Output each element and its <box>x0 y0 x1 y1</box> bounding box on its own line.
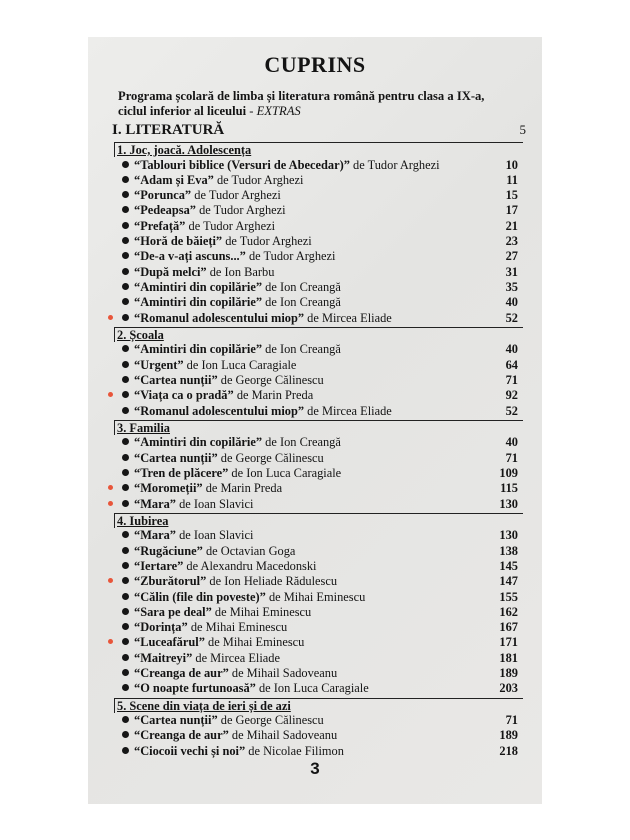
entry-page-number: 40 <box>505 435 518 450</box>
entry-page-number: 71 <box>505 450 518 465</box>
author-name: de Ion Creangă <box>265 295 341 310</box>
page-number: 3 <box>310 759 320 778</box>
work-title: “Rugăciune” <box>134 543 203 558</box>
work-title: “Amintiri din copilărie” <box>134 435 263 450</box>
work-title: “Adam și Eva” <box>134 172 214 187</box>
group-title: 2. Școala <box>117 327 164 342</box>
toc-entry <box>122 559 518 574</box>
entry-page-number: 92 <box>505 388 518 403</box>
toc-entry <box>122 481 518 496</box>
entry-page-number: 23 <box>505 234 518 248</box>
toc-entry <box>122 265 518 280</box>
entry-page-number: 52 <box>505 403 518 418</box>
author-name: de Tudor Arghezi <box>216 172 304 187</box>
author-name: de Tudor Arghezi <box>199 203 286 218</box>
work-title: “Creanga de aur” <box>134 666 229 680</box>
work-title: “Mara” <box>134 528 176 543</box>
author-name: de Alexandru Macedonski <box>186 558 317 573</box>
entry-page-number: 203 <box>499 681 518 696</box>
author-name: de Ion Luca Caragiale <box>231 465 342 480</box>
author-name: de Octavian Goga <box>205 543 296 558</box>
bullet-icon <box>122 484 129 491</box>
toc-entry <box>122 713 518 728</box>
work-title: “Luceafărul” <box>134 635 205 650</box>
work-title: “Cartea nunții” <box>134 372 218 387</box>
bullet-icon <box>122 237 129 244</box>
author-name: de Ion Creangă <box>265 342 341 357</box>
bullet-icon <box>122 391 129 398</box>
author-name: de Tudor Arghezi <box>225 234 312 248</box>
work-title: “Călin (file din poveste)” <box>134 589 266 604</box>
work-title: “Zburătorul” <box>134 574 207 589</box>
author-name: de Ion Luca Caragiale <box>186 357 297 372</box>
bullet-icon <box>122 669 129 676</box>
bullet-icon <box>122 161 129 168</box>
author-name: de Mihai Eminescu <box>190 620 288 635</box>
author-name: de Ion Barbu <box>209 264 275 279</box>
work-title: “Tablouri biblice (Versuri de Abecedar)” <box>134 157 350 172</box>
entry-page-number: 71 <box>505 372 518 387</box>
group-title: 5. Scene din viața de ieri și de azi <box>117 698 291 713</box>
toc-entry <box>122 234 518 249</box>
toc-entry <box>122 219 518 234</box>
entry-page-number: 115 <box>500 481 518 496</box>
toc-entry <box>122 373 518 388</box>
toc-entry <box>122 528 518 543</box>
group-title: 1. Joc, joacă. Adolescența <box>117 143 252 157</box>
entry-page-number: 52 <box>505 310 518 325</box>
toc-entry <box>122 435 518 450</box>
work-title: “De-a v-ați ascuns...” <box>134 249 246 264</box>
work-title: “Porunca” <box>134 188 192 203</box>
toc-entry <box>122 280 518 295</box>
bullet-icon <box>122 438 129 445</box>
toc-entry <box>122 404 518 419</box>
toc-entry <box>122 620 518 635</box>
work-title: “O noapte furtunoasă” <box>134 681 256 696</box>
entry-page-number: 35 <box>505 279 518 294</box>
toc-entry <box>122 173 518 188</box>
work-title: “Amintiri din copilărie” <box>134 295 263 310</box>
bullet-icon <box>122 469 129 476</box>
group-title: 4. Iubirea <box>117 513 169 528</box>
bullet-icon <box>122 547 129 554</box>
work-title: “Amintiri din copilărie” <box>134 279 263 294</box>
author-name: de Mihai Eminescu <box>208 635 305 650</box>
bullet-icon <box>122 716 129 723</box>
work-title: “Maitreyi” <box>134 650 193 665</box>
work-title: “Urgent” <box>134 357 184 372</box>
entry-page-number: 155 <box>499 589 518 604</box>
work-title: “Romanul adolescentului miop” <box>134 403 305 418</box>
pen-mark-dot <box>108 639 113 644</box>
work-title: “Cartea nunții” <box>134 450 218 465</box>
toc-entry <box>122 605 518 620</box>
work-title: “Creanga de aur” <box>134 728 229 743</box>
entry-page-number: 130 <box>499 496 518 511</box>
toc-entry <box>122 651 518 666</box>
work-title: “Viața ca o pradă” <box>134 388 234 403</box>
toc-entry <box>122 744 518 759</box>
intro-line-1: Programa școlară de limba și literatura română pentru clasa a IX-a, <box>118 89 485 103</box>
bullet-icon <box>122 593 129 600</box>
bullet-icon <box>122 176 129 183</box>
work-title: “După melci” <box>134 264 207 279</box>
bullet-icon <box>122 283 129 290</box>
work-title: “Ciocoii vechi și noi” <box>134 743 246 758</box>
pen-mark-dot <box>108 501 113 506</box>
bullet-icon <box>122 407 129 414</box>
bullet-icon <box>122 562 129 569</box>
entry-page-number: 10 <box>505 157 518 172</box>
bullet-icon <box>122 206 129 213</box>
author-name: de Ioan Slavici <box>179 528 254 543</box>
author-name: de Tudor Arghezi <box>353 157 440 172</box>
bullet-icon <box>122 531 129 538</box>
toc-entry <box>122 590 518 605</box>
section-label: I. LITERATURĂ <box>112 122 225 138</box>
author-name: de Mihai Eminescu <box>214 604 312 619</box>
work-title: “Dorința” <box>134 620 188 635</box>
toc-entry <box>122 203 518 218</box>
author-name: de George Călinescu <box>220 372 324 387</box>
author-name: de Ion Luca Caragiale <box>258 681 369 696</box>
work-title: “Pedeapsa” <box>134 203 196 218</box>
work-title: “Amintiri din copilărie” <box>134 342 263 357</box>
author-name: de Mircea Eliade <box>307 310 392 325</box>
entry-page-number: 31 <box>505 264 518 279</box>
group-header <box>114 513 523 528</box>
bullet-icon <box>122 608 129 615</box>
group-header <box>114 420 523 435</box>
entry-page-number: 130 <box>499 528 518 543</box>
toc-entry <box>122 544 518 559</box>
group-header <box>114 142 523 157</box>
author-name: de Tudor Arghezi <box>194 188 281 203</box>
toc-entry <box>122 188 518 203</box>
entry-page-number: 11 <box>506 172 518 187</box>
entry-page-number: 218 <box>499 743 518 758</box>
group-title: 3. Familia <box>117 420 170 435</box>
bullet-icon <box>122 684 129 691</box>
book-page <box>88 37 542 804</box>
entry-page-number: 109 <box>499 465 518 480</box>
bullet-icon <box>122 623 129 630</box>
toc-entry <box>122 635 518 650</box>
toc-entry <box>122 249 518 264</box>
entry-page-number: 21 <box>505 218 518 233</box>
extras-label: - EXTRAS <box>249 104 301 118</box>
work-title: “Sara pe deal” <box>134 604 212 619</box>
bullet-icon <box>122 654 129 661</box>
pen-mark-dot <box>108 485 113 490</box>
intro-line-2-text: ciclul inferior al liceului <box>118 104 247 118</box>
work-title: “Moromeții” <box>134 481 203 496</box>
pen-mark-dot <box>108 392 113 397</box>
entry-page-number: 40 <box>505 295 518 310</box>
toc-entry <box>122 342 518 357</box>
bullet-icon <box>122 252 129 259</box>
author-name: de Mihail Sadoveanu <box>231 666 338 680</box>
bullet-icon <box>122 731 129 738</box>
toc-entry <box>122 158 518 173</box>
author-name: de Nicolae Filimon <box>248 743 344 758</box>
bullet-icon <box>122 361 129 368</box>
entry-page-number: 147 <box>499 574 518 589</box>
bullet-icon <box>122 638 129 645</box>
work-title: “Mara” <box>134 496 176 511</box>
toc-entry <box>122 681 518 696</box>
author-name: de Tudor Arghezi <box>188 218 276 233</box>
work-title: “Romanul adolescentului miop” <box>134 310 305 325</box>
entry-page-number: 138 <box>499 543 518 558</box>
work-title: “Iertare” <box>134 558 184 573</box>
entry-page-number: 71 <box>505 713 518 728</box>
entry-page-number: 17 <box>505 203 518 218</box>
author-name: de Ion Creangă <box>265 435 341 450</box>
entry-page-number: 171 <box>499 635 518 650</box>
author-name: de Marin Preda <box>205 481 283 496</box>
author-name: de Mircea Eliade <box>195 650 280 665</box>
toc-entry <box>122 295 518 310</box>
bullet-icon <box>122 191 129 198</box>
bullet-icon <box>122 500 129 507</box>
toc-entry <box>122 388 518 403</box>
author-name: de Tudor Arghezi <box>248 249 336 264</box>
toc-entry <box>122 574 518 589</box>
author-name: de Mihai Eminescu <box>268 589 366 604</box>
entry-page-number: 145 <box>499 558 518 573</box>
entry-page-number: 189 <box>499 728 518 743</box>
entry-page-number: 27 <box>505 249 518 264</box>
pen-mark-dot <box>108 315 113 320</box>
bullet-icon <box>122 454 129 461</box>
bullet-icon <box>122 314 129 321</box>
entry-page-number: 167 <box>499 620 518 635</box>
entry-page-number: 64 <box>505 357 518 372</box>
author-name: de Ion Creangă <box>265 279 341 294</box>
work-title: “Horă de băieți” <box>134 234 223 248</box>
intro-text <box>118 89 538 119</box>
author-name: de Ion Heliade Rădulescu <box>209 574 338 589</box>
toc-entry <box>122 451 518 466</box>
work-title: “Tren de plăcere” <box>134 465 229 480</box>
toc-entry <box>122 358 518 373</box>
bullet-icon <box>122 747 129 754</box>
author-name: de Ioan Slavici <box>179 496 254 511</box>
toc-entry <box>122 311 518 326</box>
entry-page-number: 40 <box>505 342 518 357</box>
entry-page-number: 189 <box>499 666 518 680</box>
bullet-icon <box>122 298 129 305</box>
bullet-icon <box>122 222 129 229</box>
toc-entry <box>122 666 518 681</box>
entry-page-number: 15 <box>505 188 518 203</box>
section-page-number: 5 <box>519 122 526 137</box>
section-heading <box>112 122 536 139</box>
toc-entry <box>122 728 518 743</box>
author-name: de George Călinescu <box>220 450 324 465</box>
page-title: CUPRINS <box>264 52 366 77</box>
group-header <box>114 698 523 713</box>
bullet-icon <box>122 268 129 275</box>
work-title: “Cartea nunții” <box>134 713 218 728</box>
author-name: de Mircea Eliade <box>307 403 392 418</box>
work-title: “Prefață” <box>134 218 186 233</box>
entry-page-number: 181 <box>499 650 518 665</box>
group-header <box>114 327 523 342</box>
intro-line-2 <box>118 104 538 119</box>
bullet-icon <box>122 345 129 352</box>
author-name: de Marin Preda <box>236 388 314 403</box>
author-name: de George Călinescu <box>220 713 324 728</box>
toc-entry <box>122 466 518 481</box>
pen-mark-dot <box>108 578 113 583</box>
entry-page-number: 162 <box>499 604 518 619</box>
bullet-icon <box>122 577 129 584</box>
toc-entry <box>122 497 518 512</box>
bullet-icon <box>122 376 129 383</box>
author-name: de Mihail Sadoveanu <box>231 728 338 743</box>
